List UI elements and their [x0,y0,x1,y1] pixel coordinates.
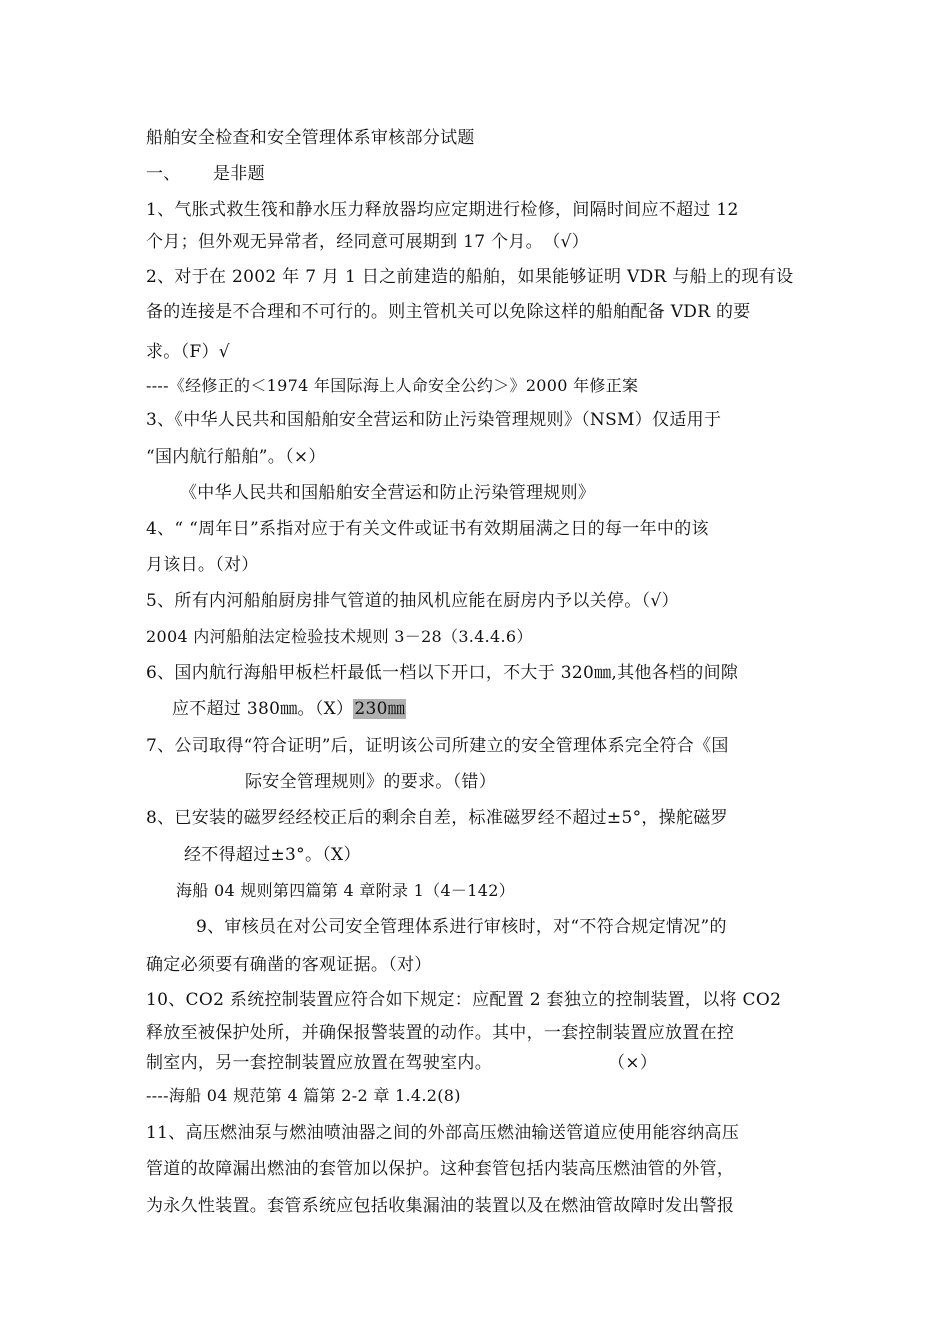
question-8-line-1: 8、已安装的磁罗经经校正后的剩余自差，标准磁罗经不超过±5°，操舵磁罗 [146,808,728,828]
question-6-line-1: 6、国内航行海船甲板栏杆最低一档以下开口，不大于 320㎜,其他各档的间隙 [146,663,739,683]
question-2-line-2: 备的连接是不合理和不可行的。则主管机关可以免除这样的船舶配备 VDR 的要 [146,302,751,322]
question-9-line-1: 9、审核员在对公司安全管理体系进行审核时，对“不符合规定情况”的 [196,917,727,937]
section-number: 一、 [146,164,181,184]
question-9-line-2: 确定必须要有确凿的客观证据。（对） [146,955,432,975]
question-3-line-2: “国内航行船舶”。（×） [146,447,326,467]
question-3-reference: 《中华人民共和国船舶安全营运和防止污染管理规则》 [180,483,596,503]
question-3-line-1: 3、《中华人民共和国船舶安全营运和防止污染管理规则》（NSM）仅适用于 [146,410,722,430]
question-10-reference: ----海船 04 规范第 4 篇第 2-2 章 1.4.2(8) [146,1086,461,1105]
question-4-line-1: 4、“ “周年日”系指对应于有关文件或证书有效期届满之日的每一年中的该 [146,519,709,539]
question-8-line-2: 经不得超过±3°。（X） [184,845,361,865]
question-5-line-1: 5、所有内河船舶厨房排气管道的抽风机应能在厨房内予以关停。（√） [146,591,679,611]
question-2-reference: ----《经修正的＜1974 年国际海上人命安全公约＞》2000 年修正案 [146,376,639,395]
question-7-line-2: 际安全管理规则》的要求。（错） [245,772,496,792]
question-1-line-1: 1、气胀式救生筏和静水压力释放器均应定期进行检修，间隔时间应不超过 12 [146,200,739,220]
question-11-line-3: 为永久性装置。套管系统应包括收集漏油的装置以及在燃油管故障时发出警报 [146,1196,735,1216]
question-11-line-1: 11、高压燃油泵与燃油喷油器之间的外部高压燃油输送管道应使用能容纳高压 [146,1123,740,1143]
question-10-answer: （×） [608,1053,658,1073]
question-2-line-1: 2、对于在 2002 年 7 月 1 日之前建造的船舶，如果能够证明 VDR 与船上的现有设 [146,267,794,287]
highlighted-correction: 230㎜ [354,699,406,719]
question-6-line-2 [172,697,406,721]
question-4-line-2: 月该日。（对） [146,555,259,575]
question-10-line-3: 制室内，另一套控制装置应放置在驾驶室内。 [146,1053,492,1073]
question-2-line-3: 求。（F）√ [146,342,230,362]
section-title: 是非题 [213,164,265,184]
question-11-line-2: 管道的故障漏出燃油的套管加以保护。这种套管包括内装高压燃油管的外管， [146,1159,735,1179]
question-5-reference: 2004 内河船舶法定检验技术规则 3－28（3.4.4.6） [146,627,533,646]
document-title: 船舶安全检查和安全管理体系审核部分试题 [146,128,475,148]
question-10-line-1: 10、CO2 系统控制装置应符合如下规定：应配置 2 套独立的控制装置，以将 CO2 [146,990,782,1010]
question-7-line-1: 7、公司取得“符合证明”后，证明该公司所建立的安全管理体系完全符合《国 [146,736,729,756]
question-1-line-2: 个月；但外观无异常者，经同意可展期到 17 个月。 （√） [146,232,589,252]
question-10-line-2: 释放至被保护处所，并确保报警装置的动作。其中，一套控制装置应放置在控 [146,1023,735,1043]
question-8-reference: 海船 04 规则第四篇第 4 章附录 1（4－142） [176,881,515,900]
question-6-answer: 应不超过 380㎜。（X） [172,699,354,719]
